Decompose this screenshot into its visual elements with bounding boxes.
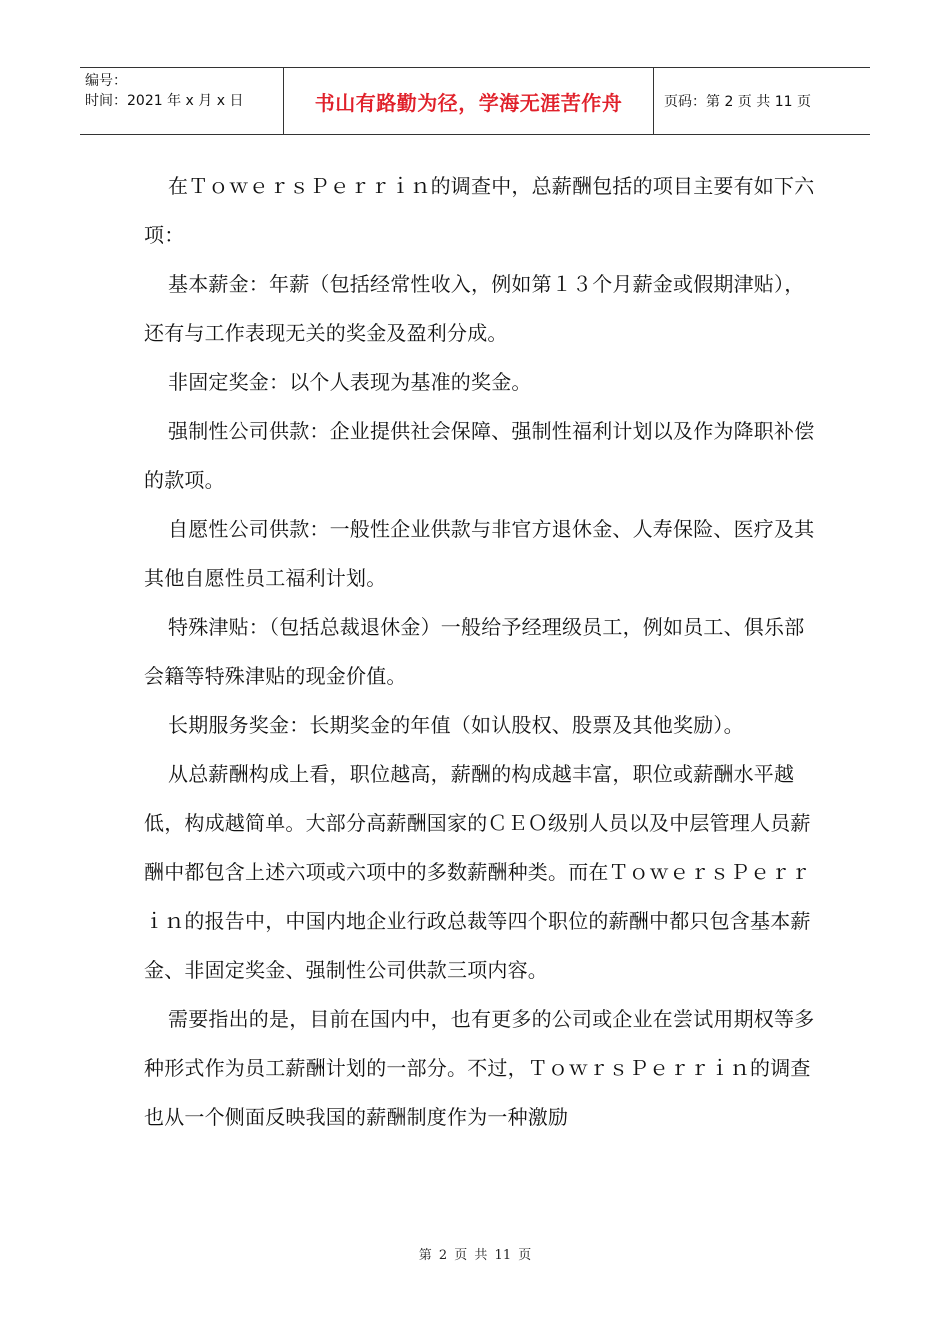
document-time-label: 时间：2021 年 x 月 x 日 <box>85 93 244 109</box>
paragraph: 非固定奖金：以个人表现为基准的奖金。 <box>168 370 532 394</box>
header-meta <box>80 68 284 134</box>
paragraph: 长期服务奖金：长期奖金的年值（如认股权、股票及其他奖励）。 <box>168 713 744 737</box>
paragraph: 需要指出的是，目前在国内中，也有更多的公司或企业在尝试用期权等多种形式作为员工薪酬计划的一部分。不过，ＴｏｗｒｓＰｅｒｒｉｎ的调查也从一个侧面反映我国的薪酬制度作为一种激励 <box>144 1007 815 1129</box>
page-footer: 第 2 页 共 11 页 <box>418 1248 532 1263</box>
header-motto-cell <box>284 68 654 134</box>
paragraph: 基本薪金：年薪（包括经常性收入，例如第１３个月薪金或假期津贴），还有与工作表现无关的奖金及盈利分成。 <box>144 272 805 345</box>
document-body <box>144 162 824 1142</box>
paragraph: 自愿性公司供款：一般性企业供款与非官方退休金、人寿保险、医疗及其其他自愿性员工福利计划。 <box>144 517 815 590</box>
paragraph: 在ＴｏｗｅｒｓＰｅｒｒｉｎ的调查中，总薪酬包括的项目主要有如下六项： <box>144 174 815 247</box>
header-motto: 书山有路勤为径，学海无涯苦作舟 <box>314 90 623 115</box>
paragraph: 强制性公司供款：企业提供社会保障、强制性福利计划以及作为降职补偿的款项。 <box>144 419 815 492</box>
document-number-label: 编号： <box>85 73 127 89</box>
header-page-info: 页码：第 2 页 共 11 页 <box>664 94 811 110</box>
paragraph: 特殊津贴：（包括总裁退休金）一般给予经理级员工，例如员工、俱乐部会籍等特殊津贴的现金价值。 <box>144 615 805 688</box>
paragraph: 从总薪酬构成上看，职位越高，薪酬的构成越丰富，职位或薪酬水平越低，构成越简单。大部分高薪酬国家的ＣＥＯ级别人员以及中层管理人员薪酬中都包含上述六项或六项中的多数薪酬种类。而在ＴｏｗｅｒｓＰｅｒｒｉｎ的报告中，中国内地企业行政总裁等四个职位的薪酬中都只包含基本薪金、非固定奖金、强制性公司供款三项内容。 <box>144 762 811 982</box>
document-header <box>80 67 870 135</box>
header-page-info-cell <box>654 68 870 134</box>
